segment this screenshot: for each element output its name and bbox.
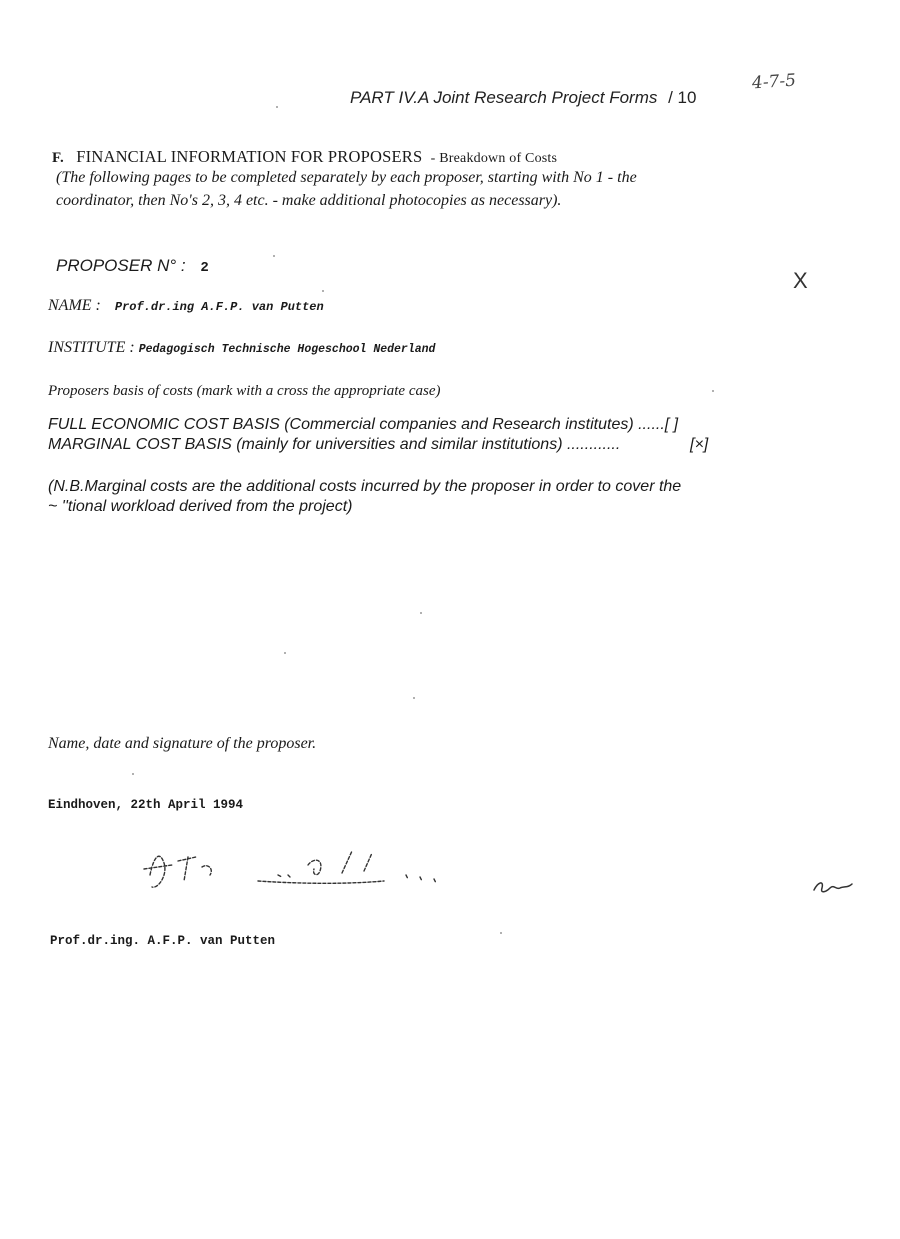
marginal-cost-option: MARGINAL COST BASIS (mainly for universities and similar institutions) ............ xyxy=(48,436,621,453)
signed-name: Prof.dr.ing. A.F.P. van Putten xyxy=(50,934,276,948)
section-subtitle: - Breakdown of Costs xyxy=(430,151,558,166)
cost-basis-instruction: Proposers basis of costs (mark with a cross the appropriate case) xyxy=(48,383,441,399)
nb-note-line-2: ~ ''tional workload derived from the project) xyxy=(48,498,353,515)
header-title: PART IV.A Joint Research Project Forms xyxy=(350,88,658,107)
form-header xyxy=(350,88,696,108)
nb-note-line-1: (N.B.Marginal costs are the additional costs incurred by the proposer in order to cover the xyxy=(48,478,682,495)
scan-speck xyxy=(276,106,278,108)
scan-speck xyxy=(322,290,324,292)
scan-speck xyxy=(712,390,714,392)
scan-speck xyxy=(273,255,275,257)
signature-label: Name, date and signature of the proposer. xyxy=(48,735,317,752)
section-title xyxy=(52,147,557,167)
institute-label: INSTITUTE : xyxy=(48,339,135,356)
instructions-line-2: coordinator, then No's 2, 3, 4 etc. - make additional photocopies as necessary). xyxy=(56,192,562,209)
name-value: Prof.dr.ing A.F.P. van Putten xyxy=(114,300,324,314)
place-and-date: Eindhoven, 22th April 1994 xyxy=(48,798,244,812)
scan-speck xyxy=(413,697,415,699)
full-economic-cost-option: FULL ECONOMIC COST BASIS (Commercial companies and Research institutes) ......[ ] xyxy=(48,416,679,433)
section-label: F. xyxy=(52,150,64,166)
institute-value: Pedagogisch Technische Hogeschool Nederland xyxy=(138,343,436,356)
scan-speck xyxy=(132,773,134,775)
handwritten-initials xyxy=(810,876,856,905)
scan-speck xyxy=(500,932,502,934)
handwritten-signature xyxy=(138,845,478,900)
scan-speck xyxy=(420,612,422,614)
institute-row xyxy=(48,339,435,357)
header-page-number: / 10 xyxy=(668,88,697,107)
scan-speck xyxy=(284,652,286,654)
marginal-cost-checkbox: [×] xyxy=(690,436,709,453)
handwritten-corner-note: 4-7-5 xyxy=(751,70,797,94)
proposer-name-row xyxy=(48,297,324,315)
instructions-line-1: (The following pages to be completed separately by each proposer, starting with No 1 - the xyxy=(56,169,637,186)
proposer-number-label: PROPOSER N° : xyxy=(56,256,186,275)
proposer-number-value: 2 xyxy=(200,260,209,276)
section-heading: FINANCIAL INFORMATION FOR PROPOSERS xyxy=(76,147,423,166)
proposer-number-row xyxy=(56,256,209,276)
name-label: NAME : xyxy=(48,297,101,314)
handwritten-x-mark: X xyxy=(793,268,808,293)
